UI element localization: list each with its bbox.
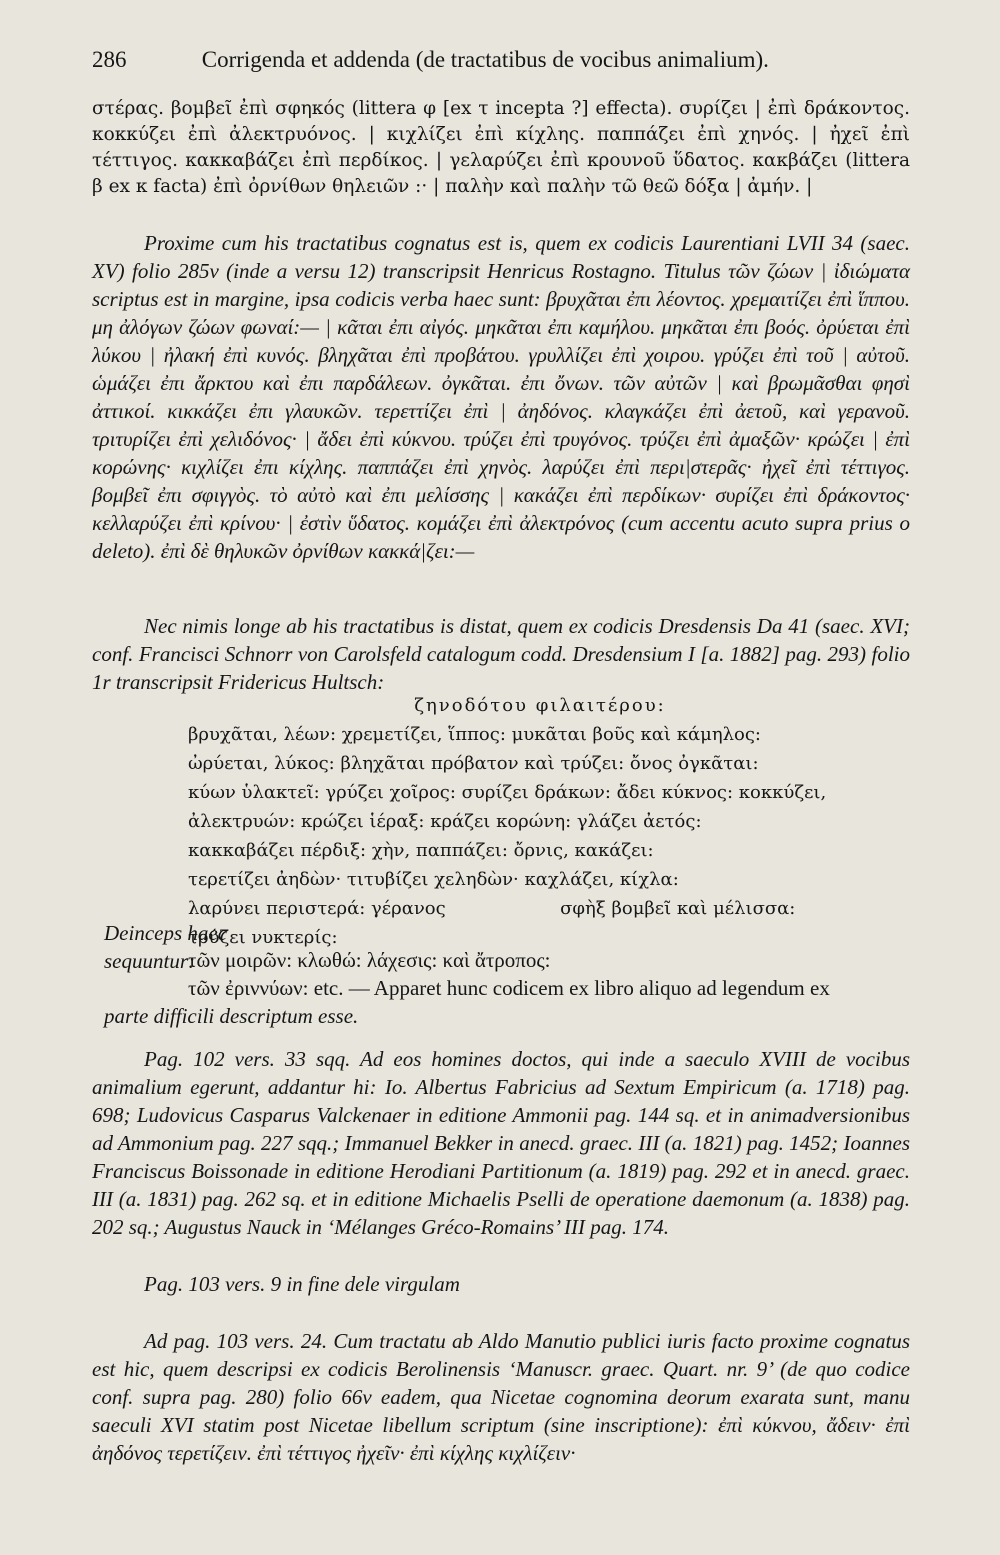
page-103-verse-24-note: Ad pag. 103 vers. 24. Cum tractatu ab Aldo Manutio publici iuris facto proxime cognatus est hic, quem descripsi ex codicis Berolinensis ‘Manuscr. graec. Quart. nr. 9’ (de quo codice conf. supra pag. 280) folio 66v eadem, qua Nicetae cognomina deorum exarata sunt, manu saeculi XVI statim post Nicetae libellum scriptum (sine inscriptione): ἐπὶ κύκνου, ἄδειν· ἐπὶ ἀηδόνος τερετίζειν. ἐπὶ τέττιγος ἠχεῖν· ἐπὶ κίχλης κιχλίζειν· xyxy=(92,1329,910,1465)
sequel-lines xyxy=(188,946,908,1002)
running-title: Corrigenda et addenda (de tractatibus de vocibus animalium). xyxy=(201,47,769,72)
verse-line: λαρύνει περιστερά: γέρανος σφὴξ βομβεῖ καὶ μέλισσα: xyxy=(188,898,796,919)
verse-line: ὠρύεται, λύκος: βληχᾶται πρόβατον καὶ τρύζει: ὄνος ὀγκᾶται: xyxy=(188,753,759,774)
page-103-verse-9-note: Pag. 103 vers. 9 in fine dele virgulam xyxy=(144,1272,460,1296)
running-head xyxy=(92,40,952,80)
sequel-line-2: τῶν ἐριννύων: etc. — Apparet hunc codicem ex libro aliquo ad legendum ex xyxy=(188,976,830,1000)
dresden-paragraph: Nec nimis longe ab his tractatibus is distat, quem ex codicis Dresdensis Da 41 (saec. XVI; conf. Francisci Schnorr von Carolsfeld catalogum codd. Dresdensium I [a. 1882] pag. 293) folio 1r transcripsit Fridericus Hultsch: xyxy=(92,614,910,694)
page-102-note: Pag. 102 vers. 33 sqq. Ad eos homines doctos, qui inde a saeculo XVIII de vocibus animalium egerunt, addantur hi: Io. Albertus Fabricius ad Sextum Empiricum (a. 1718) pag. 698; Ludovicus Casparus Valckenaer in editione Ammonii pag. 144 sq. et in animadversionibus ad Ammonium pag. 227 sqq.; Immanuel Bekker in anecd. graec. III (a. 1821) pag. 1452; Ioannes Franciscus Boissonade in editione Herodiani Partitionum (a. 1819) pag. 292 et in anecd. graec. III (a. 1831) pag. 262 sq. et in editione Michaelis Pselli de operatione daemonum (a. 1838) pag. 202 sq.; Augustus Nauck in ‘Mélanges Gréco-Romains’ III pag. 174. xyxy=(92,1047,910,1239)
proxime-paragraph: Proxime cum his tractatibus cognatus est is, quem ex codicis Laurentiani LVII 34 (saec. XV) folio 285v (inde a versu 12) transcripsit Henricus Rostagno. Titulus τῶν ζώων | ἰδιώματα scriptus est in margine, ipsa codicis verba haec sunt: βρυχᾶται ἐπι λέοντος. χρεμαιτίζει ἐπὶ ἵππου. μη ἀλόγων ζώων φωναί:— | κᾶται ἐπι αἰγός. μηκᾶται ἐπι καμήλου. μηκᾶται ἐπι βοός. ὀρύεται ἐπὶ λύκου | ἠλακή ἐπὶ κυνός. βληχᾶται ἐπὶ προβάτου. γρυλλίζει ἐπὶ χοιρου. γρύζει ἐπὶ τοῦ | αὐτοῦ. ὡμάζει ἐπι ἄρκτου καὶ ἐπι παρδάλεων. ὀγκᾶται. ἐπι ὄνων. τῶν αὐτῶν | καὶ βρωμᾶσθαι φησὶ ἀττικοί. κικκάζει ἐπι γλαυκῶν. τερεττίζει ἐπὶ | ἀηδόνος. κλαγκάζει ἐπὶ ἀετοῦ, καὶ γερανοῦ. τριτυρίζει ἐπὶ χελιδόνος· | ἄδει ἐπὶ κύκνου. τρύζει ἐπὶ τρυγόνος. τρύζει ἐπὶ ἀμαξῶν· κρώζει | ἐπὶ κορώνης· κιχλίζει ἐπι κίχλης. παππάζει ἐπὶ χηνὸς. λαρύζει ἐπὶ περι|στερᾶς· ἠχεῖ ἐπὶ τέττιγος. βομβεῖ ἐπι σφιγγὸς. τὸ αὐτὸ καὶ ἐπι μελίσσης | κακάζει ἐπὶ περδίκων· συρίζει ἐπὶ δράκοντος· κελλαρύζει ἐπὶ κρίνου· | ἐστὶν ὕδατος. κομάζει ἐπὶ ἀλεκτρόνος (cum accentu acuto supra prius o deleto). ἐπὶ δὲ θηλυκῶν ὀρνίθων κακκά|ζει:— xyxy=(92,231,910,563)
verse-line: ἀλεκτρυών: κρώζει ἱέραξ: κράζει κορώνη: γλάζει ἀετός: xyxy=(188,811,702,832)
verse-title: ζηνοδότου φιλαιτέρου: xyxy=(414,695,666,716)
verse-line: βρυχᾶται, λέων: χρεμετίζει, ἵππος: μυκᾶται βοῦς καὶ κάμηλος: xyxy=(188,724,761,745)
page-number: 286 xyxy=(92,47,127,72)
verse-line: τερετίζει ἀηδὼν· τιτυβίζει χεληδὼν· καχλάζει, κίχλα: xyxy=(188,869,679,890)
deinceps-label: Deinceps haec sequuntur: xyxy=(104,921,228,973)
sequel-close-line: parte difficili descriptum esse. xyxy=(104,1004,359,1028)
greek-verse-list xyxy=(188,691,848,952)
verse-line: κύων ὑλακτεῖ: γρύζει χοῖρος: συρίζει δράκων: ἄδει κύκνος: κοκκύζει, xyxy=(188,782,827,803)
verse-line: κακκαβάζει πέρδιξ: χὴν, παππάζει: ὄρνις, κακάζει: xyxy=(188,840,654,861)
greek-continuation-text: στέρας. βομβεῖ ἐπὶ σφηκός (littera φ [ex τ incepta ?] effecta). συρίζει | ἐπὶ δράκοντος. κοκκύζει ἐπὶ ἀλεκτρυόνος. | κιχλίζει ἐπὶ κίχλης. παππάζει ἐπὶ χηνός. | ἠχεῖ ἐπὶ τέττιγος. κακκαβάζει ἐπὶ περδίκος. | γελαρύζει ἐπὶ κρουνοῦ ὕδατος. κακβάζει (littera β ex κ facta) ἐπὶ ὀρνίθων θηλειῶν :· | παλὴν καὶ παλὴν τῶ θεῶ δόξα | ἀμήν. | xyxy=(92,98,910,197)
verse-line: τρύζει νυκτερίς: xyxy=(188,927,338,948)
sequel-line-1: τῶν μοιρῶν: κλωθώ: λάχεσις: καὶ ἄτροπος: xyxy=(188,948,551,972)
